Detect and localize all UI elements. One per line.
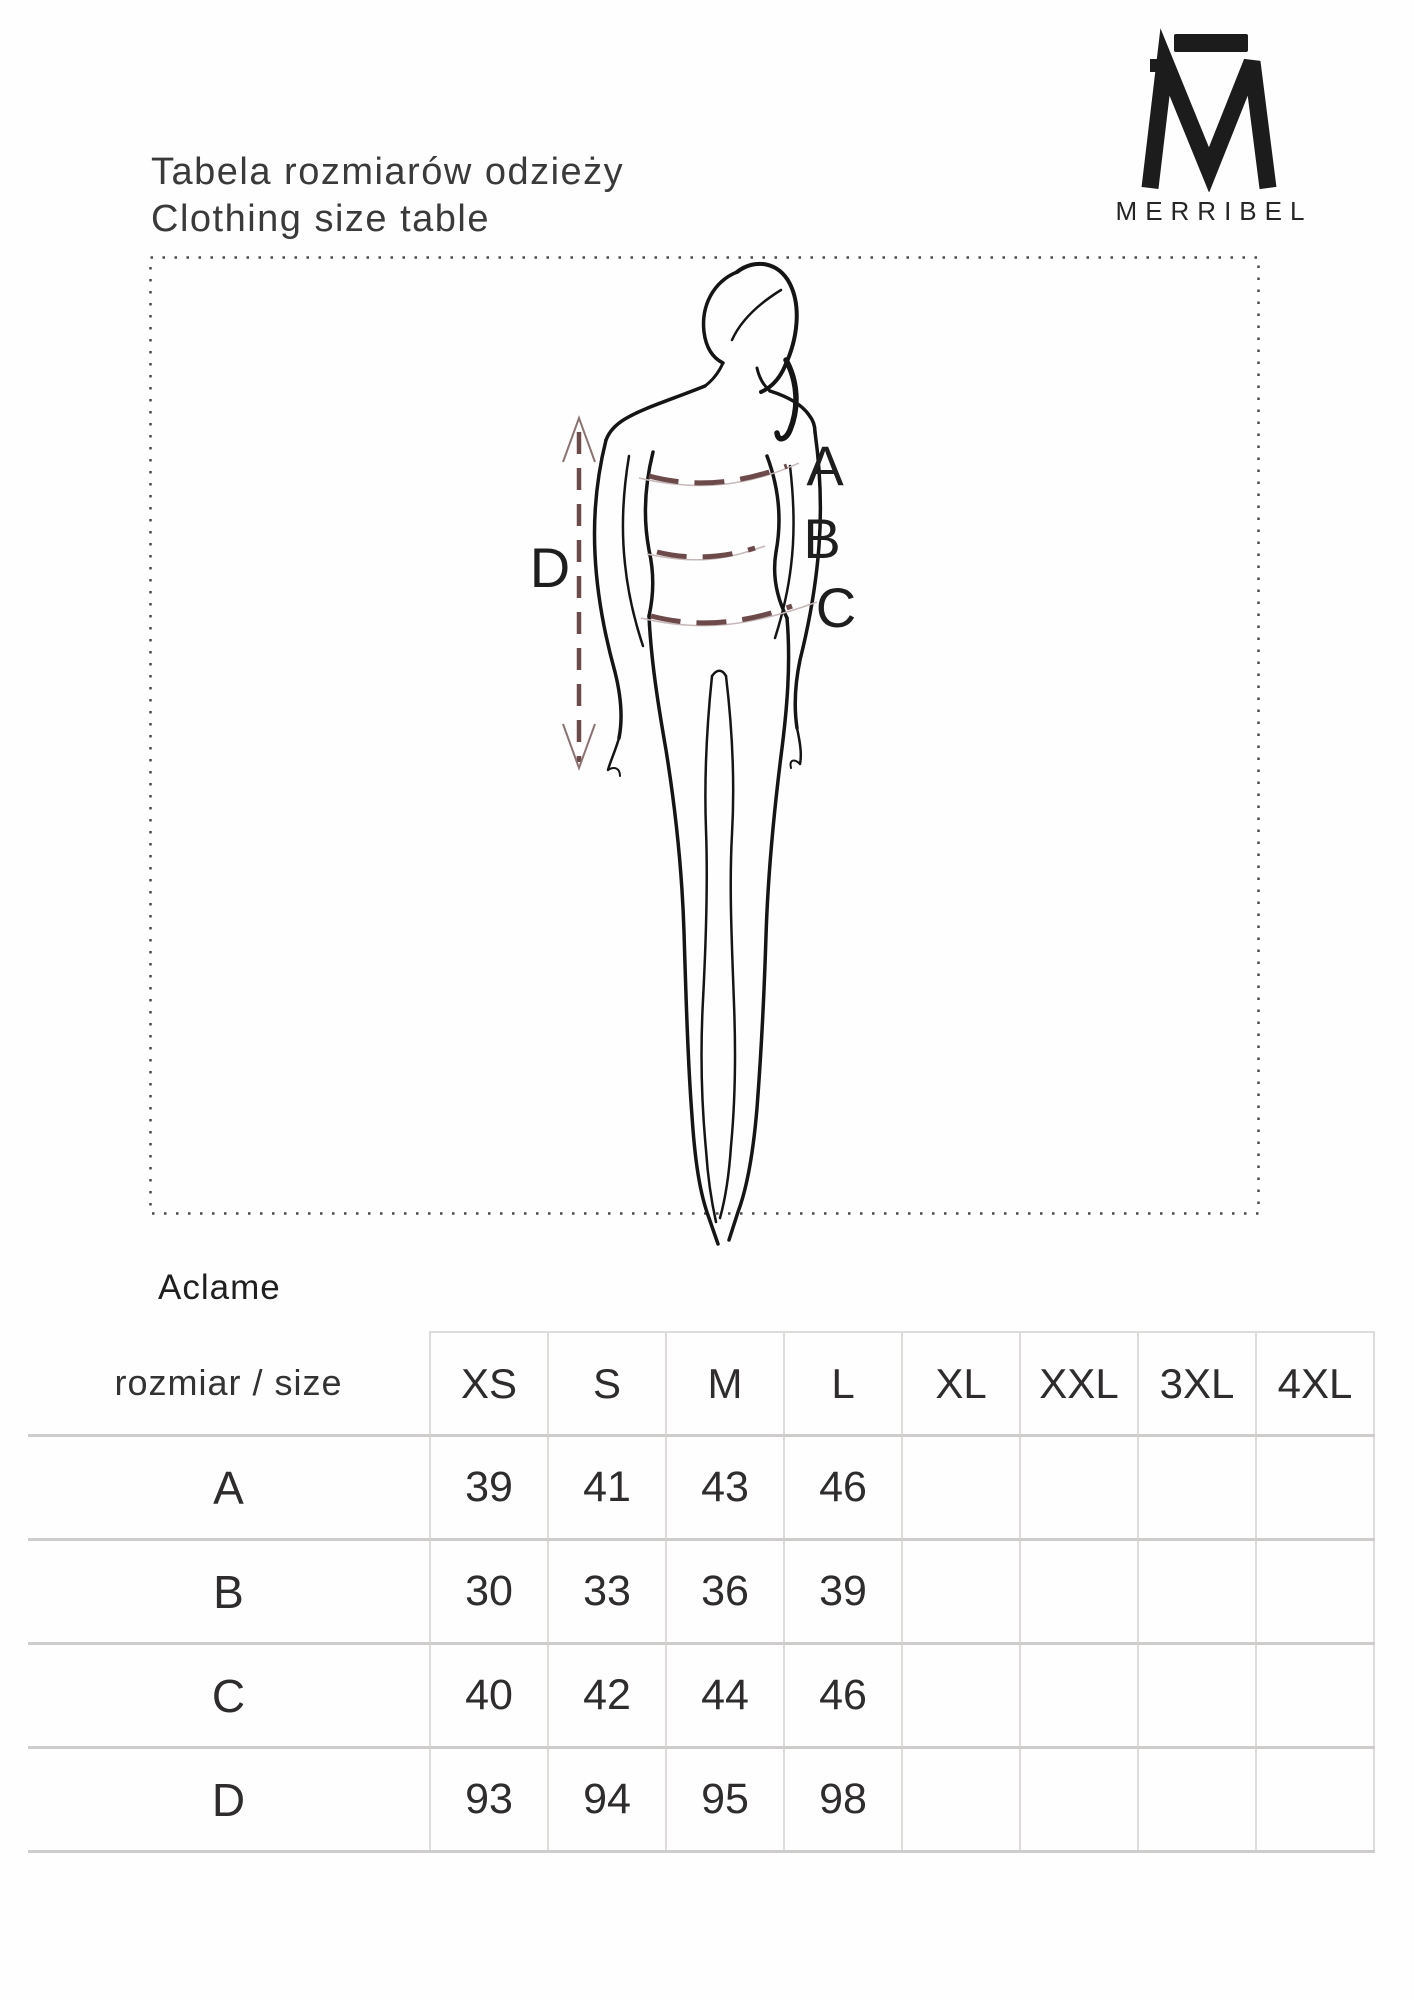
corner-label: rozmiar / size (28, 1332, 430, 1436)
size-cell: 95 (666, 1748, 784, 1852)
row-label: C (28, 1644, 430, 1748)
hip-line (651, 606, 792, 623)
size-cell: 41 (548, 1436, 666, 1540)
measure-guide-lines (639, 463, 817, 626)
size-cell (902, 1540, 1020, 1644)
size-column-header: XS (430, 1332, 548, 1436)
product-name: Aclame (158, 1268, 281, 1307)
size-column-header: XXL (1020, 1332, 1138, 1436)
size-cell (1256, 1748, 1374, 1852)
size-cell: 42 (548, 1644, 666, 1748)
size-cell (1256, 1644, 1374, 1748)
size-cell: 30 (430, 1540, 548, 1644)
size-cell (902, 1748, 1020, 1852)
size-cell: 39 (784, 1540, 902, 1644)
merribel-m-logo-icon (1135, 26, 1285, 192)
size-cell: 39 (430, 1436, 548, 1540)
table-header-row (28, 1332, 1374, 1436)
row-label: B (28, 1540, 430, 1644)
size-cell (1138, 1540, 1256, 1644)
size-cell: 44 (666, 1644, 784, 1748)
table-row (28, 1644, 1374, 1748)
size-column-header: XL (902, 1332, 1020, 1436)
size-column-header: 4XL (1256, 1332, 1374, 1436)
page-title (151, 149, 624, 243)
label-bust-a: A (806, 434, 844, 497)
label-hip-c: C (815, 576, 857, 639)
size-cell (1020, 1540, 1138, 1644)
size-cell (1256, 1540, 1374, 1644)
bust-line (649, 466, 787, 483)
size-table (28, 1331, 1375, 1853)
waist-line (657, 548, 755, 557)
table-row (28, 1540, 1374, 1644)
size-cell (1138, 1748, 1256, 1852)
measurement-diagram (149, 256, 1260, 1256)
size-cell (1020, 1436, 1138, 1540)
size-cell: 33 (548, 1540, 666, 1644)
row-label: D (28, 1748, 430, 1852)
size-cell (1138, 1644, 1256, 1748)
size-column-header: 3XL (1138, 1332, 1256, 1436)
size-cell (1138, 1436, 1256, 1540)
label-length-d: D (529, 536, 571, 599)
size-cell (1020, 1644, 1138, 1748)
table-row (28, 1436, 1374, 1540)
size-cell: 46 (784, 1644, 902, 1748)
size-cell: 46 (784, 1436, 902, 1540)
size-cell (902, 1644, 1020, 1748)
brand-name: MERRIBEL (1115, 196, 1313, 226)
size-cell: 93 (430, 1748, 548, 1852)
row-label: A (28, 1436, 430, 1540)
dotted-frame (151, 258, 1259, 1214)
table-row (28, 1748, 1374, 1852)
size-cell: 98 (784, 1748, 902, 1852)
size-cell (1020, 1748, 1138, 1852)
size-cell: 43 (666, 1436, 784, 1540)
size-column-header: M (666, 1332, 784, 1436)
page-title-line-en: Clothing size table (151, 198, 491, 240)
brand-logo (1085, 26, 1335, 227)
label-waist-b: B (803, 507, 841, 570)
measure-dashed-lines (649, 466, 792, 623)
page-title-line-pl: Tabela rozmiarów odzieży (151, 151, 625, 193)
size-cell (1256, 1436, 1374, 1540)
size-cell: 36 (666, 1540, 784, 1644)
size-column-header: S (548, 1332, 666, 1436)
size-cell: 94 (548, 1748, 666, 1852)
size-column-header: L (784, 1332, 902, 1436)
female-figure-sketch (594, 264, 820, 1244)
size-cell: 40 (430, 1644, 548, 1748)
size-cell (902, 1436, 1020, 1540)
